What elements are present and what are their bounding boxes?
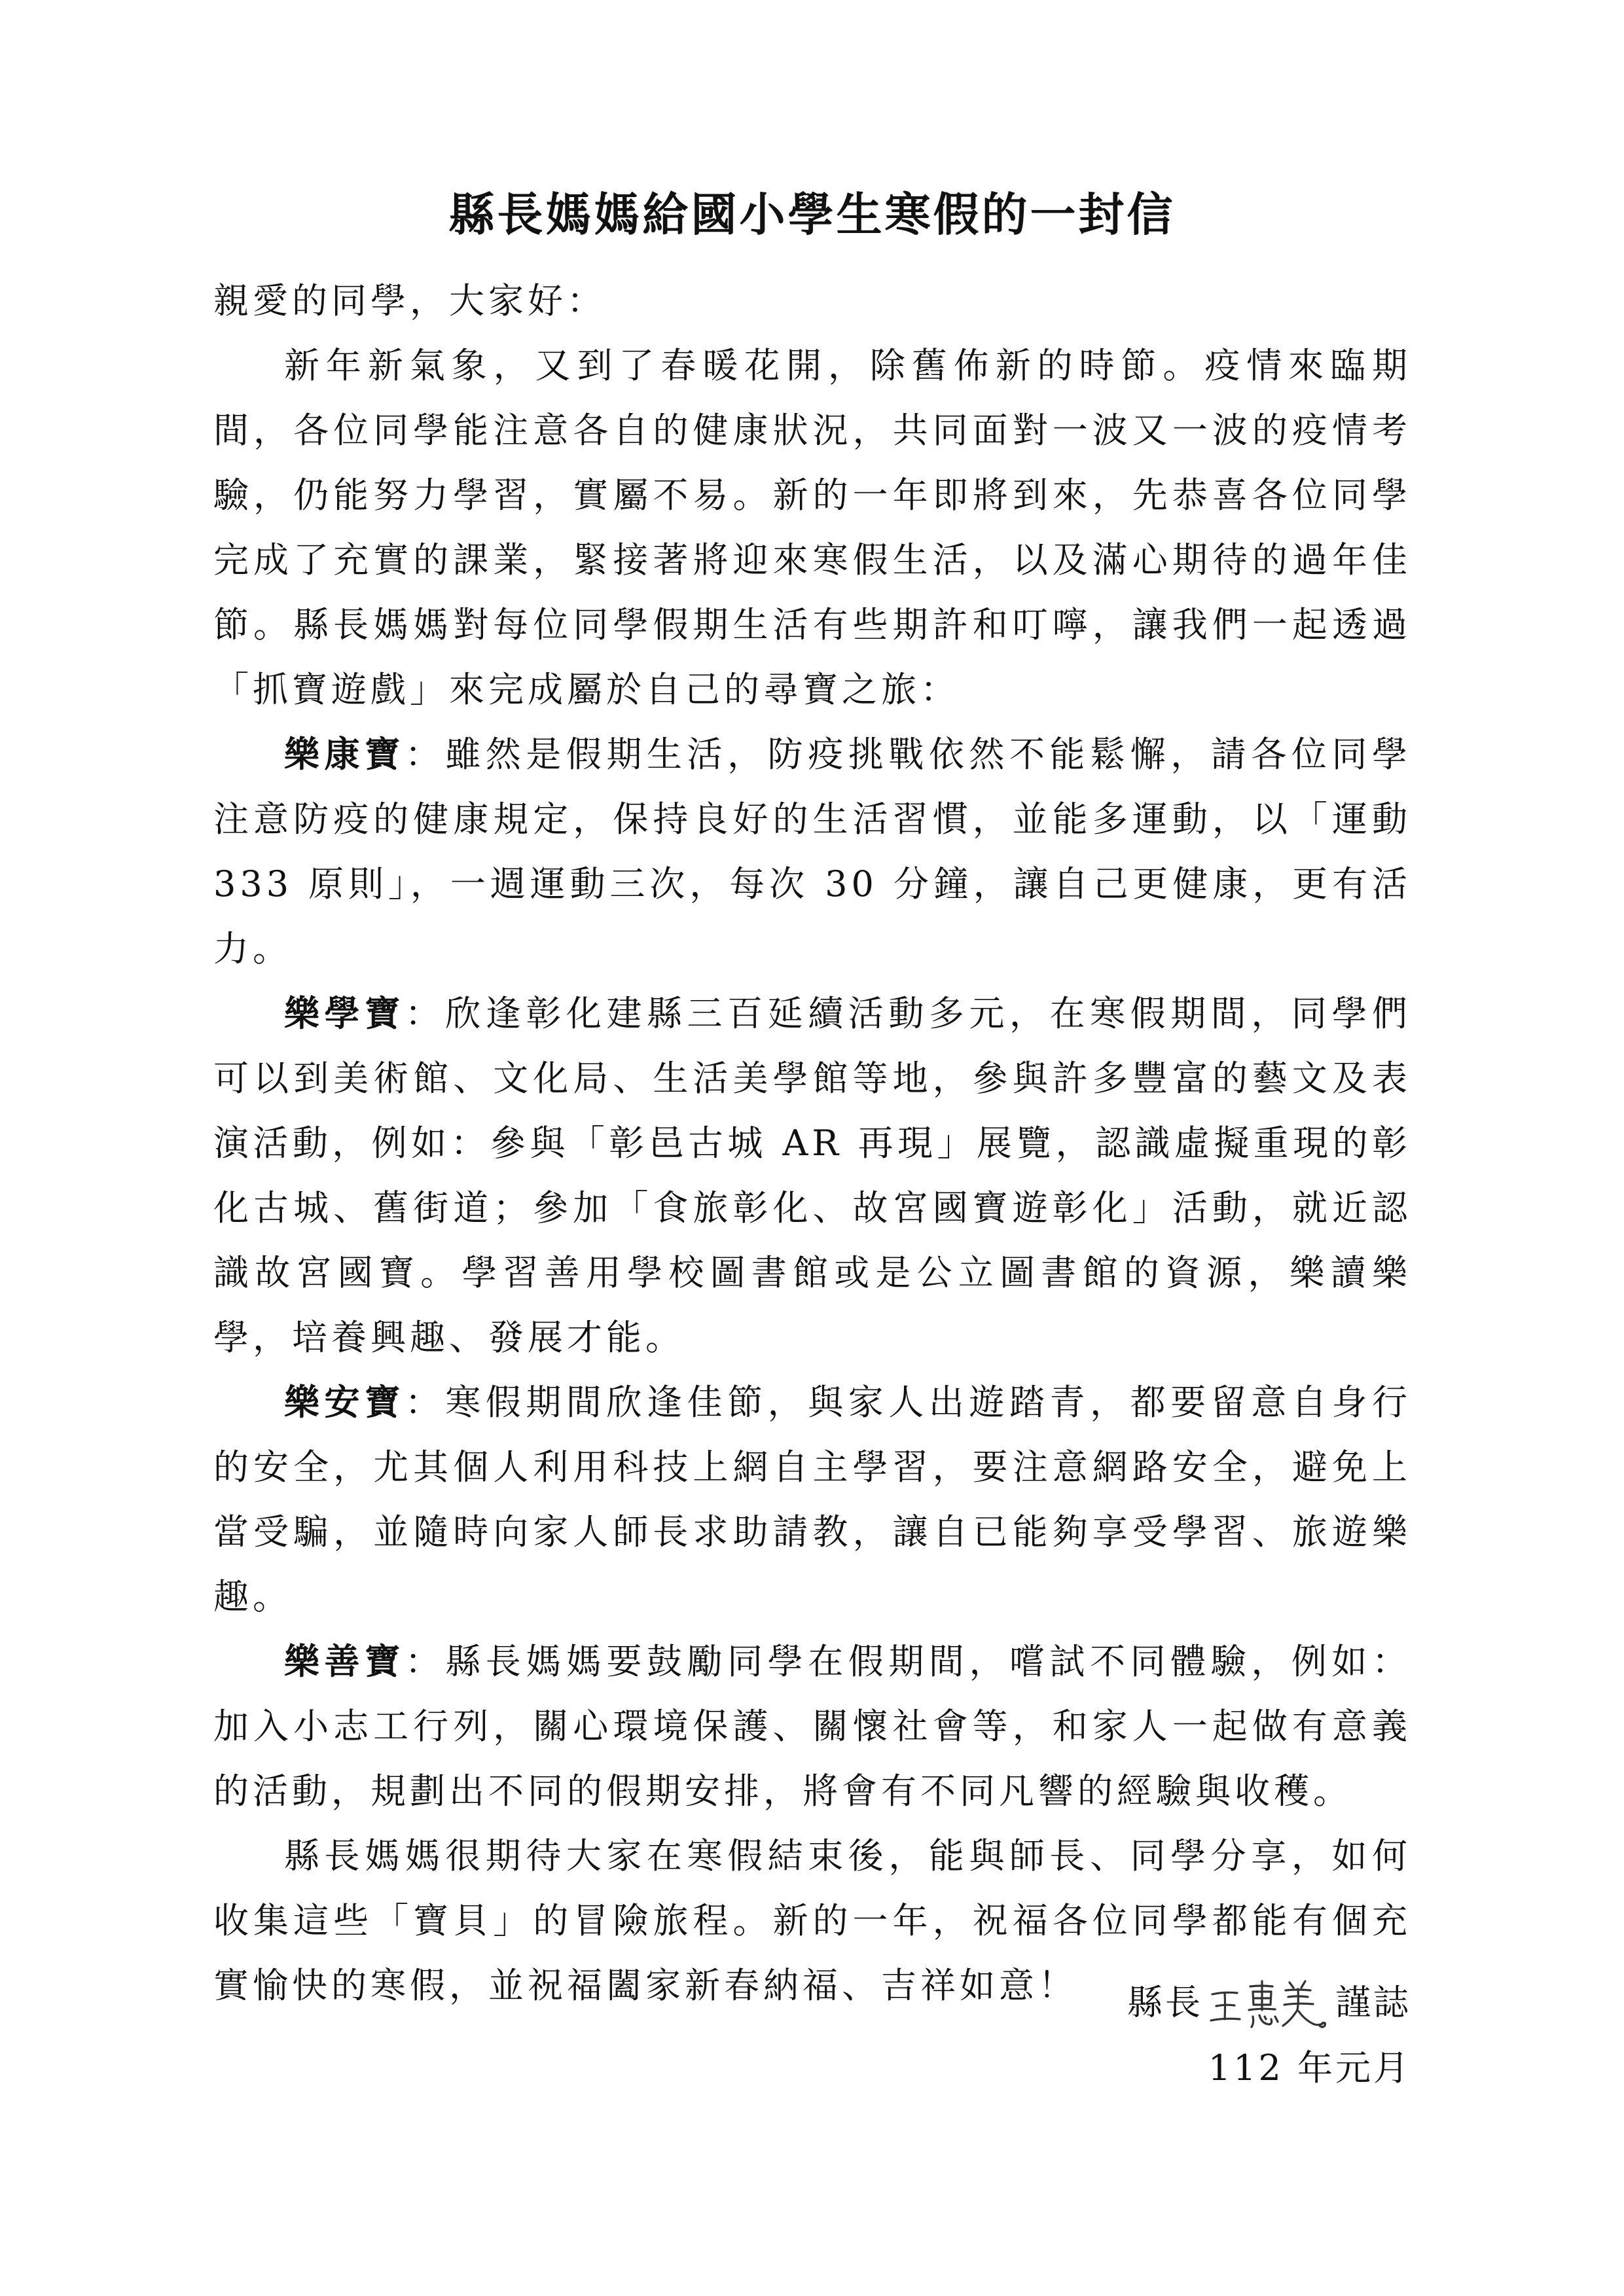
section-paragraph [213,722,1411,981]
section-text: ：欣逢彰化建縣三百延續活動多元，在寒假期間，同學們可以到美術館、文化局、生活美學館等地，參與許多豐富的藝文及表演活動，例如：參與「彰邑古城 AR 再現」展覽，認識虛擬重現的彰化古城、舊街道；參加「食旅彰化、故宮國寶遊彰化」活動，就近認識故宮國寶。學習善用學校圖書館或是公立圖書館的資源，樂讀樂學，培養興趣、發展才能。 [213,993,1412,1358]
section-paragraph [213,981,1411,1370]
intro-paragraph: 新年新氣象，又到了春暖花開，除舊佈新的時節。疫情來臨期間，各位同學能注意各自的健康狀況，共同面對一波又一波的疫情考驗，仍能努力學習，實屬不易。新的一年即將到來，先恭喜各位同學完成了充實的課業，緊接著將迎來寒假生活，以及滿心期待的過年佳節。縣長媽媽對每位同學假期生活有些期許和叮嚀，讓我們一起透過「抓寶遊戲」來完成屬於自己的尋寶之旅： [213,345,1411,710]
section-term: 樂學寶 [284,992,405,1034]
letter-body [213,268,1411,2018]
section-term: 樂康寶 [284,733,405,775]
section-term: 樂善寶 [284,1640,405,1682]
section-text: ：縣長媽媽要鼓勵同學在假期間，嚐試不同體驗，例如：加入小志工行列，關心環境保護、關懷社會等，和家人一起做有意義的活動，規劃出不同的假期安排，將會有不同凡響的經驗與收穫。 [213,1641,1412,1812]
signoff-date: 112 年元月 [1208,2047,1411,2089]
section-text: ：雖然是假期生活，防疫挑戰依然不能鬆懈，請各位同學注意防疫的健康規定，保持良好的生活習慣，並能多運動，以「運動 333 原則」，一週運動三次，每次 30 分鐘，讓自己更健康，更有活力。 [213,734,1412,969]
signoff-title: 縣長 [1127,1982,1203,2023]
section-paragraph [213,1629,1411,1823]
closing-paragraph: 縣長媽媽很期待大家在寒假結束後，能與師長、同學分享，如何收集這些「寶貝」的冒險旅程。新的一年，祝福各位同學都能有個充實愉快的寒假，並祝福闔家新春納福、吉祥如意！ [213,1835,1411,2006]
signoff-suffix: 謹誌 [1335,1982,1411,2023]
handwritten-signature [1207,1977,1331,2034]
signoff-block [982,1970,1411,2101]
section-text: ：寒假期間欣逢佳節，與家人出遊踏青，都要留意自身行的安全，尤其個人利用科技上網自主學習，要注意網路安全，避免上當受騙，並隨時向家人師長求助請教，讓自已能夠享受學習、旅遊樂趣。 [213,1382,1412,1617]
salutation: 親愛的同學，大家好： [213,280,606,321]
section-term: 樂安寶 [284,1381,405,1423]
letter-title: 縣長媽媽給國小學生寒假的一封信 [448,187,1176,242]
section-paragraph [213,1370,1411,1629]
signoff-line [982,1970,1411,2036]
